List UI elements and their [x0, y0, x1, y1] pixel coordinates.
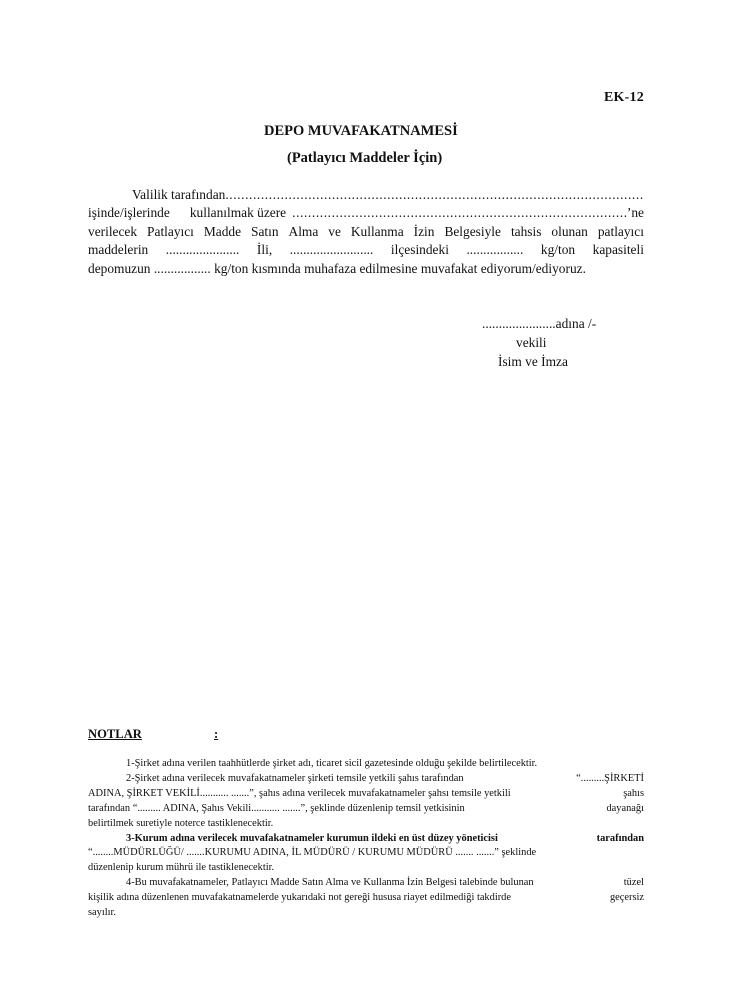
line4-word: maddelerin — [88, 242, 149, 258]
line3-word: tahsis — [510, 223, 542, 239]
notes-heading-text: NOTLAR — [88, 727, 142, 741]
note-4-line-2-a: kişilik adına düzenlenen muvafakatnamelerde yukarıdaki not gereği hususa riayet edilmediği takdirde — [88, 892, 511, 904]
note-3-line-3 — [88, 861, 644, 876]
line4-word: ilçesindeki — [390, 242, 449, 258]
signature-name-sign: İsim ve İmza — [498, 353, 568, 369]
note-2-line-4-text: belirtilmek suretiyle noterce tastiklenecektir. — [88, 817, 274, 829]
note-2-text-b: “.........ŞİRKETİ — [576, 772, 644, 784]
note-3-line-3-text: düzenlenip kurum mührü ile tastiklenecektir. — [88, 862, 275, 874]
notes-heading-colon: : — [214, 727, 219, 741]
line4-word: ...................... — [165, 242, 240, 258]
note-1 — [88, 757, 644, 772]
note-2-line-2 — [88, 787, 644, 802]
consent-paragraph — [88, 186, 644, 278]
paragraph-line-2 — [88, 204, 644, 222]
note-4-line-2-b: geçersiz — [609, 892, 644, 904]
note-3-text-b: tarafından — [596, 832, 644, 844]
note-2-line-2-b: şahıs — [623, 787, 644, 799]
note-1-text: 1-Şirket adına verilen taahhütlerde şirket adı, ticaret sicil gazetesinde olduğu şekilde belirtilecektir. — [126, 758, 538, 769]
line3-word: Kullanma — [350, 223, 404, 239]
note-2-text-a: 2-Şirket adına verilecek muvafakatnameler şirketi temsile yetkili şahıs tarafından — [126, 772, 464, 784]
note-2-line-3-a: tarafından “......... ADINA, Şahıs Vekili........... .......”, şeklinde düzenlenip temsil yetkisinin — [88, 802, 465, 814]
signature-block — [482, 315, 596, 371]
line2-text-a: işinde/işlerinde — [88, 205, 170, 221]
note-2-line-4 — [88, 817, 644, 832]
note-2-line-2-a: ADINA, ŞİRKET VEKİLİ........... .......”, şahıs adına verilecek muvafakatnameler şahsı temsile yetkili — [88, 787, 511, 799]
blank-field-work — [292, 204, 627, 222]
line3-word: verilecek — [88, 223, 138, 239]
document-code: EK-12 — [604, 90, 644, 105]
line3-word: patlayıcı — [597, 223, 644, 239]
note-2-line-3 — [88, 802, 644, 817]
line3-word: Patlayıcı — [147, 223, 194, 239]
line3-word: Alma — [288, 223, 319, 239]
notes-list — [88, 757, 644, 921]
line3-word: Belgesiyle — [444, 223, 501, 239]
note-2-line-3-b: dayanağı — [606, 802, 644, 814]
note-3-line-2 — [88, 846, 644, 861]
note-4-line-1 — [88, 876, 644, 891]
line2-text-c: ’ne — [626, 205, 644, 221]
note-3-line-1 — [88, 832, 644, 847]
note-3-text-a: 3-Kurum adına verilecek muvafakatnameler kurumun ildeki en üst düzey yöneticisi — [126, 832, 498, 844]
document-title: DEPO MUVAFAKATNAMESİ — [264, 123, 458, 139]
line4-word: kapasiteli — [592, 242, 644, 258]
line3-word: İzin — [413, 223, 435, 239]
signature-on-behalf: ......................adına /- — [482, 316, 597, 331]
note-3-line-2-text: “........MÜDÜRLÜĞÜ/ .......KURUMU ADINA, İL MÜDÜRÜ / KURUMU MÜDÜRÜ ....... .......” şeklinde — [88, 847, 537, 859]
line3-word: Satın — [251, 223, 279, 239]
blank-field-valilik — [225, 186, 644, 204]
line4-word: İli, — [256, 242, 273, 258]
note-4-line-3-text: sayılır. — [88, 907, 116, 919]
paragraph-line-4 — [88, 241, 644, 259]
note-4-line-2 — [88, 891, 644, 906]
line3-word: Madde — [203, 223, 242, 239]
paragraph-line-3 — [88, 223, 644, 241]
signature-proxy: vekili — [516, 334, 547, 350]
note-4-line-3 — [88, 906, 644, 921]
document-subtitle: (Patlayıcı Maddeler İçin) — [287, 150, 443, 166]
line3-word: olunan — [551, 223, 588, 239]
line3-word: ve — [328, 223, 341, 239]
notes-heading — [88, 727, 219, 742]
line1-text: Valilik tarafından — [132, 187, 226, 202]
note-4-text-a: 4-Bu muvafakatnameler, Patlayıcı Madde Satın Alma ve Kullanma İzin Belgesi talebinde bulunan — [126, 877, 534, 889]
line4-word: ................. — [466, 242, 524, 258]
line2-text-b: kullanılmak üzere — [189, 205, 287, 221]
line4-word: ......................... — [289, 242, 374, 258]
paragraph-line-5: depomuzun ................. kg/ton kısmında muhafaza edilmesine muvafakat ediyorum/ediyoruz. — [88, 260, 586, 276]
line4-word: kg/ton — [540, 242, 576, 258]
note-4-text-b: tüzel — [623, 877, 644, 889]
note-2-line-1 — [88, 772, 644, 787]
paragraph-line-1 — [88, 186, 644, 204]
